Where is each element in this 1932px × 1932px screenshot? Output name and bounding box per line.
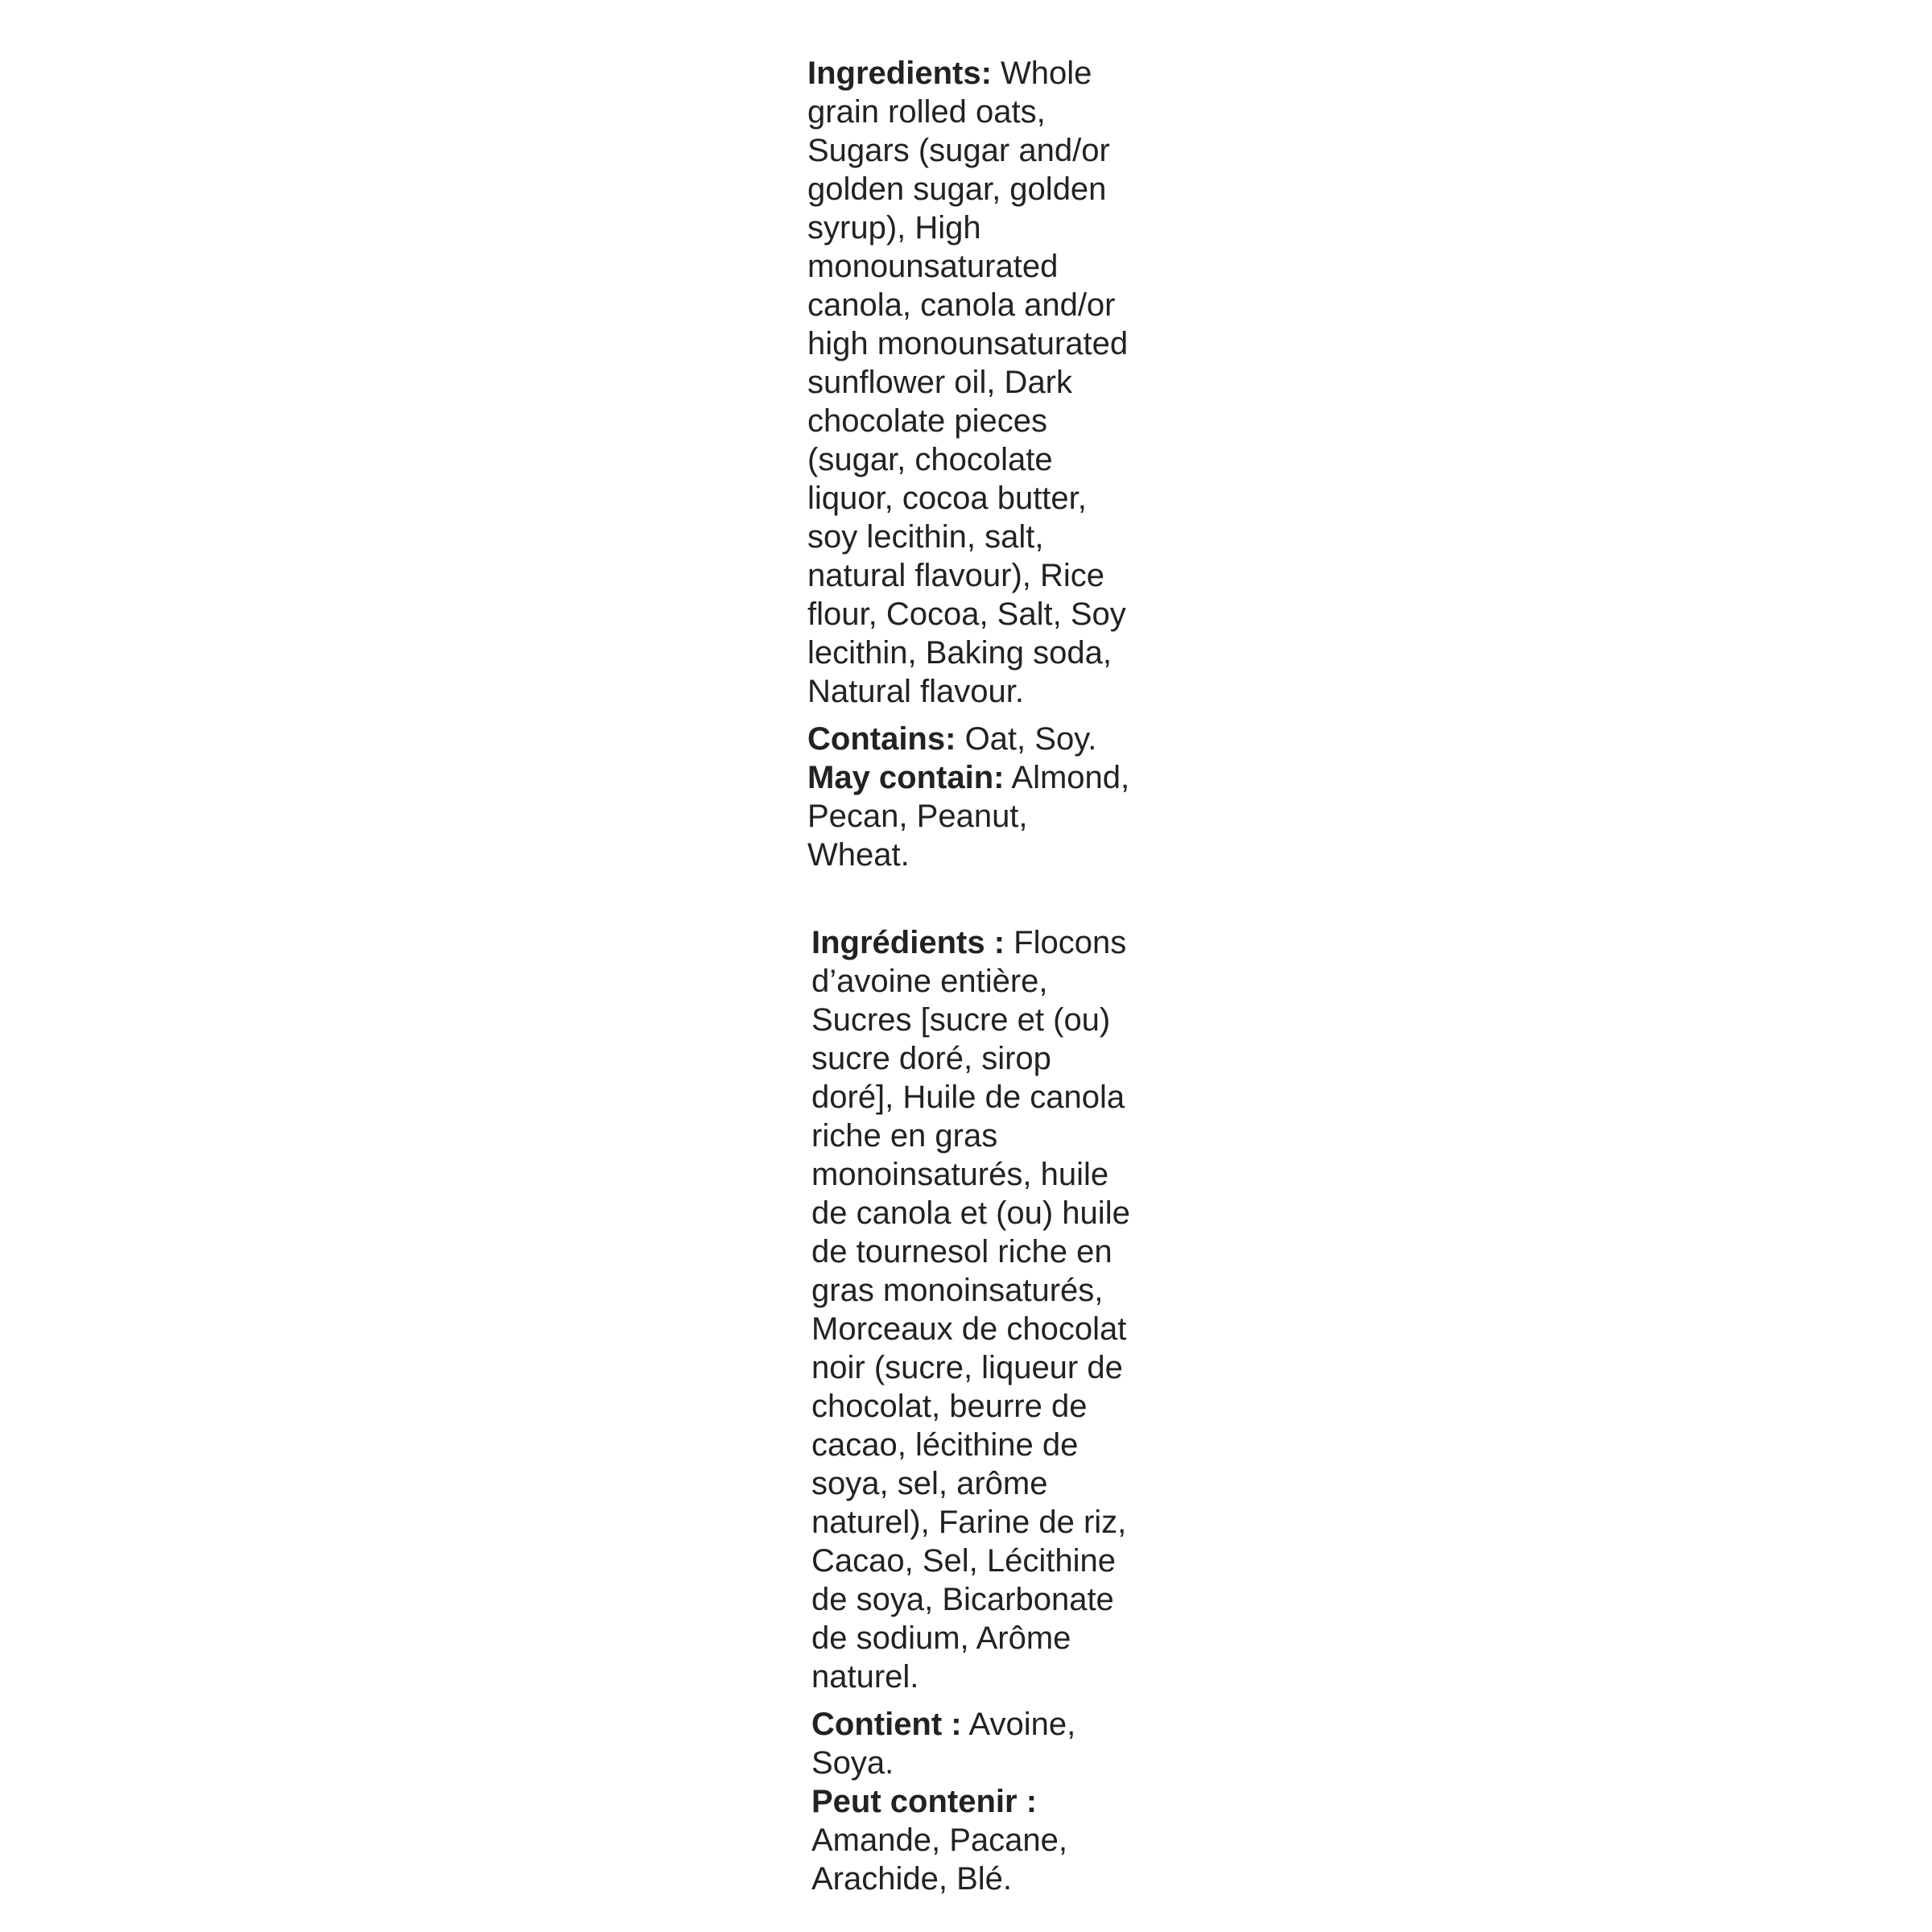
ingredients-line: canola, canola and/or [807,287,1116,323]
ingredients-line: lecithin, Baking soda, [807,635,1113,671]
ingredients-line: doré], Huile de canola [811,1080,1125,1115]
may-contain-line: Wheat. [807,837,910,873]
ingredients-line: de soya, Bicarbonate [811,1582,1114,1617]
ingredients-line: liquor, cocoa butter, [807,481,1087,516]
ingredients-line: grain rolled oats, [807,94,1046,130]
ingredients-line: chocolate pieces [807,403,1047,439]
ingredients-line: soya, sel, arôme [811,1466,1048,1501]
may-contain-line: Amande, Pacane, [811,1823,1067,1858]
ingredients-line: monounsaturated [807,249,1059,284]
may-contain-line: Pecan, Peanut, [807,799,1028,834]
ingredients-line: noir (sucre, liqueur de [811,1350,1123,1385]
ingredients-line: naturel), Farine de riz, [811,1505,1127,1540]
ingredients-line: de tournesol riche en [811,1234,1113,1269]
ingredients-line: sucre doré, sirop [811,1041,1051,1076]
ingredients-heading: Ingrédients : [811,925,1005,960]
ingredients-line: syrup), High [807,210,981,246]
ingredients-line: de sodium, Arôme [811,1620,1071,1656]
ingredients-line: soy lecithin, salt, [807,519,1044,555]
ingredients-line: monoinsaturés, huile [811,1157,1109,1192]
ingredients-line: golden sugar, golden [807,171,1107,207]
ingredients-line: high monounsaturated [807,326,1129,361]
ingredients-heading: Ingredients: [807,56,992,91]
ingredients-line: Sucres [sucre et (ou) [811,1002,1111,1038]
ingredients-line: Natural flavour. [807,674,1025,709]
ingredients-line: sunflower oil, Dark [807,365,1073,400]
contains-line [811,1705,1130,1744]
may-contain-text: Almond, [1011,760,1130,795]
ingredients-line: naturel. [811,1659,919,1695]
contains-heading: Contient : [811,1707,962,1742]
ingredients-line: Cacao, Sel, Lécithine [811,1543,1117,1579]
ingredients-text: Flocons [1013,925,1127,960]
english-ingredients-panel [807,54,1129,874]
contains-text: Oat, Soy. [964,721,1097,757]
ingredients-text: Whole [1001,56,1092,91]
ingredients-line: natural flavour), Rice [807,558,1105,593]
french-ingredients-panel [811,923,1130,1898]
ingredients-line: cacao, lécithine de [811,1427,1079,1463]
ingredients-line: riche en gras [811,1118,998,1154]
ingredients-line: d’avoine entière, [811,964,1048,999]
ingredients-line [811,923,1130,962]
contains-line: Soya. [811,1745,894,1781]
may-contain-line [807,758,1129,797]
ingredients-line: (sugar, chocolate [807,442,1053,477]
contains-line [807,720,1129,758]
ingredients-line: Morceaux de chocolat [811,1311,1127,1347]
may-contain-line [811,1782,1130,1821]
contains-text: Avoine, [968,1707,1076,1742]
ingredients-line: de canola et (ou) huile [811,1195,1130,1231]
ingredients-line: flour, Cocoa, Salt, Soy [807,597,1126,632]
may-contain-heading: Peut contenir : [811,1784,1038,1819]
ingredients-line: Sugars (sugar and/or [807,133,1110,168]
ingredients-line: chocolat, beurre de [811,1389,1088,1424]
may-contain-heading: May contain: [807,760,1005,795]
ingredients-line [807,54,1129,93]
contains-heading: Contains: [807,721,956,757]
ingredients-line: gras monoinsaturés, [811,1273,1104,1308]
may-contain-line: Arachide, Blé. [811,1861,1013,1897]
